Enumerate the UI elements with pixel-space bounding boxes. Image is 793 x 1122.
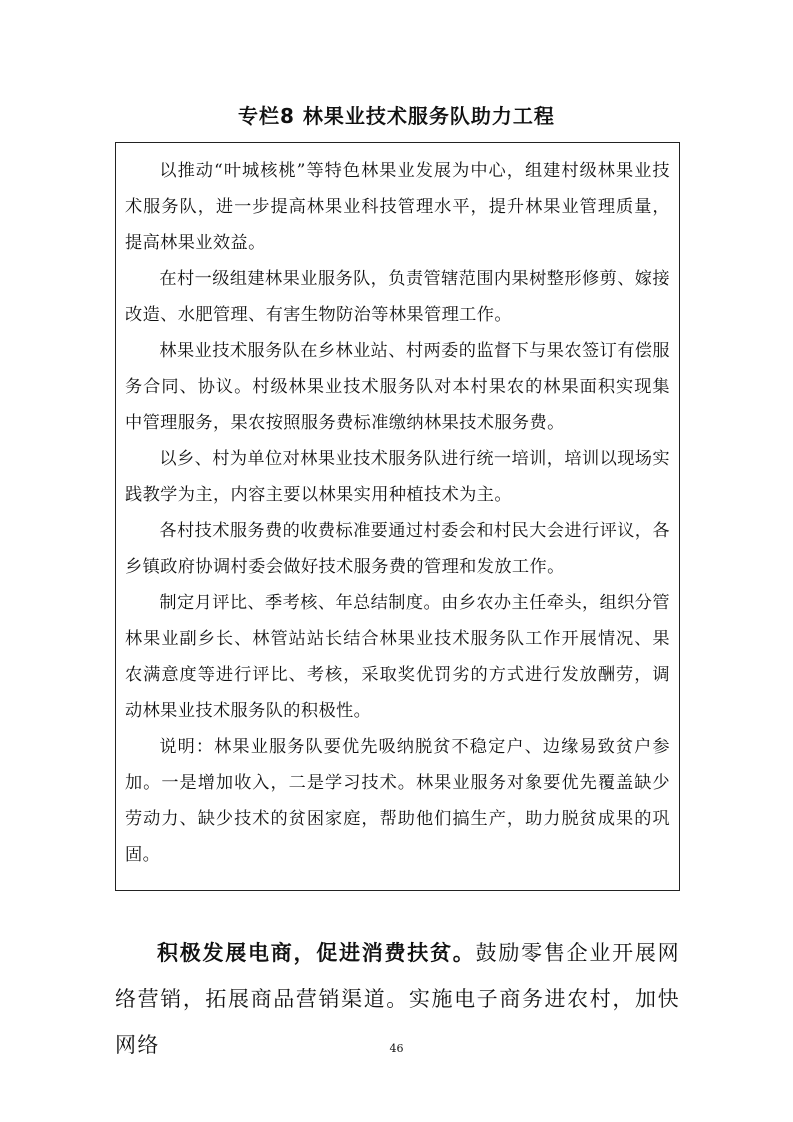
box-paragraph-1: 以推动“叶城核桃”等特色林果业发展为中心，组建村级林果业技术服务队，进一步提高林果业科技管理水平，提升林果业管理质量，提高林果业效益。 xyxy=(125,161,670,253)
box-paragraph-4: 以乡、村为单位对林果业技术服务队进行统一培训，培训以现场实践教学为主，内容主要以林果实用种植技术为主。 xyxy=(125,449,670,505)
box-paragraph-5: 各村技术服务费的收费标准要通过村委会和村民大会进行评议，各乡镇政府协调村委会做好技术服务费的管理和发放工作。 xyxy=(125,521,670,577)
body-lead-sentence: 积极发展电商，促进消费扶贫。 xyxy=(157,941,476,965)
box-paragraph-2: 在村一级组建林果业服务队，负责管辖范围内果树整形修剪、嫁接改造、水肥管理、有害生物防治等林果管理工作。 xyxy=(125,269,670,325)
body-text: 鼓励零售企业开展网络营销，拓展商品营销渠道。实施电子商务进农村，加快网络 xyxy=(115,941,680,1057)
box-title: 专栏8 林果业技术服务队助力工程 xyxy=(238,104,555,128)
feature-box xyxy=(115,142,680,891)
box-paragraph-6: 制定月评比、季考核、年总结制度。由乡农办主任牵头，组织分管林果业副乡长、林管站站长结合林果业技术服务队工作开展情况、果农满意度等进行评比、考核，采取奖优罚劣的方式进行发放酬劳，调动林果业技术服务队的积极性。 xyxy=(125,593,670,721)
box-note-paragraph: 说明：林果业服务队要优先吸纳脱贫不稳定户、边缘易致贫户参加。一是增加收入，二是学习技术。林果业服务对象要优先覆盖缺少劳动力、缺少技术的贫困家庭，帮助他们搞生产，助力脱贫成果的巩固。 xyxy=(125,737,670,865)
box-paragraph-3: 林果业技术服务队在乡林业站、村两委的监督下与果农签订有偿服务合同、协议。村级林果业技术服务队对本村果农的林果面积实现集中管理服务，果农按照服务费标准缴纳林果技术服务费。 xyxy=(125,341,670,433)
page-number: 46 xyxy=(389,1042,404,1055)
